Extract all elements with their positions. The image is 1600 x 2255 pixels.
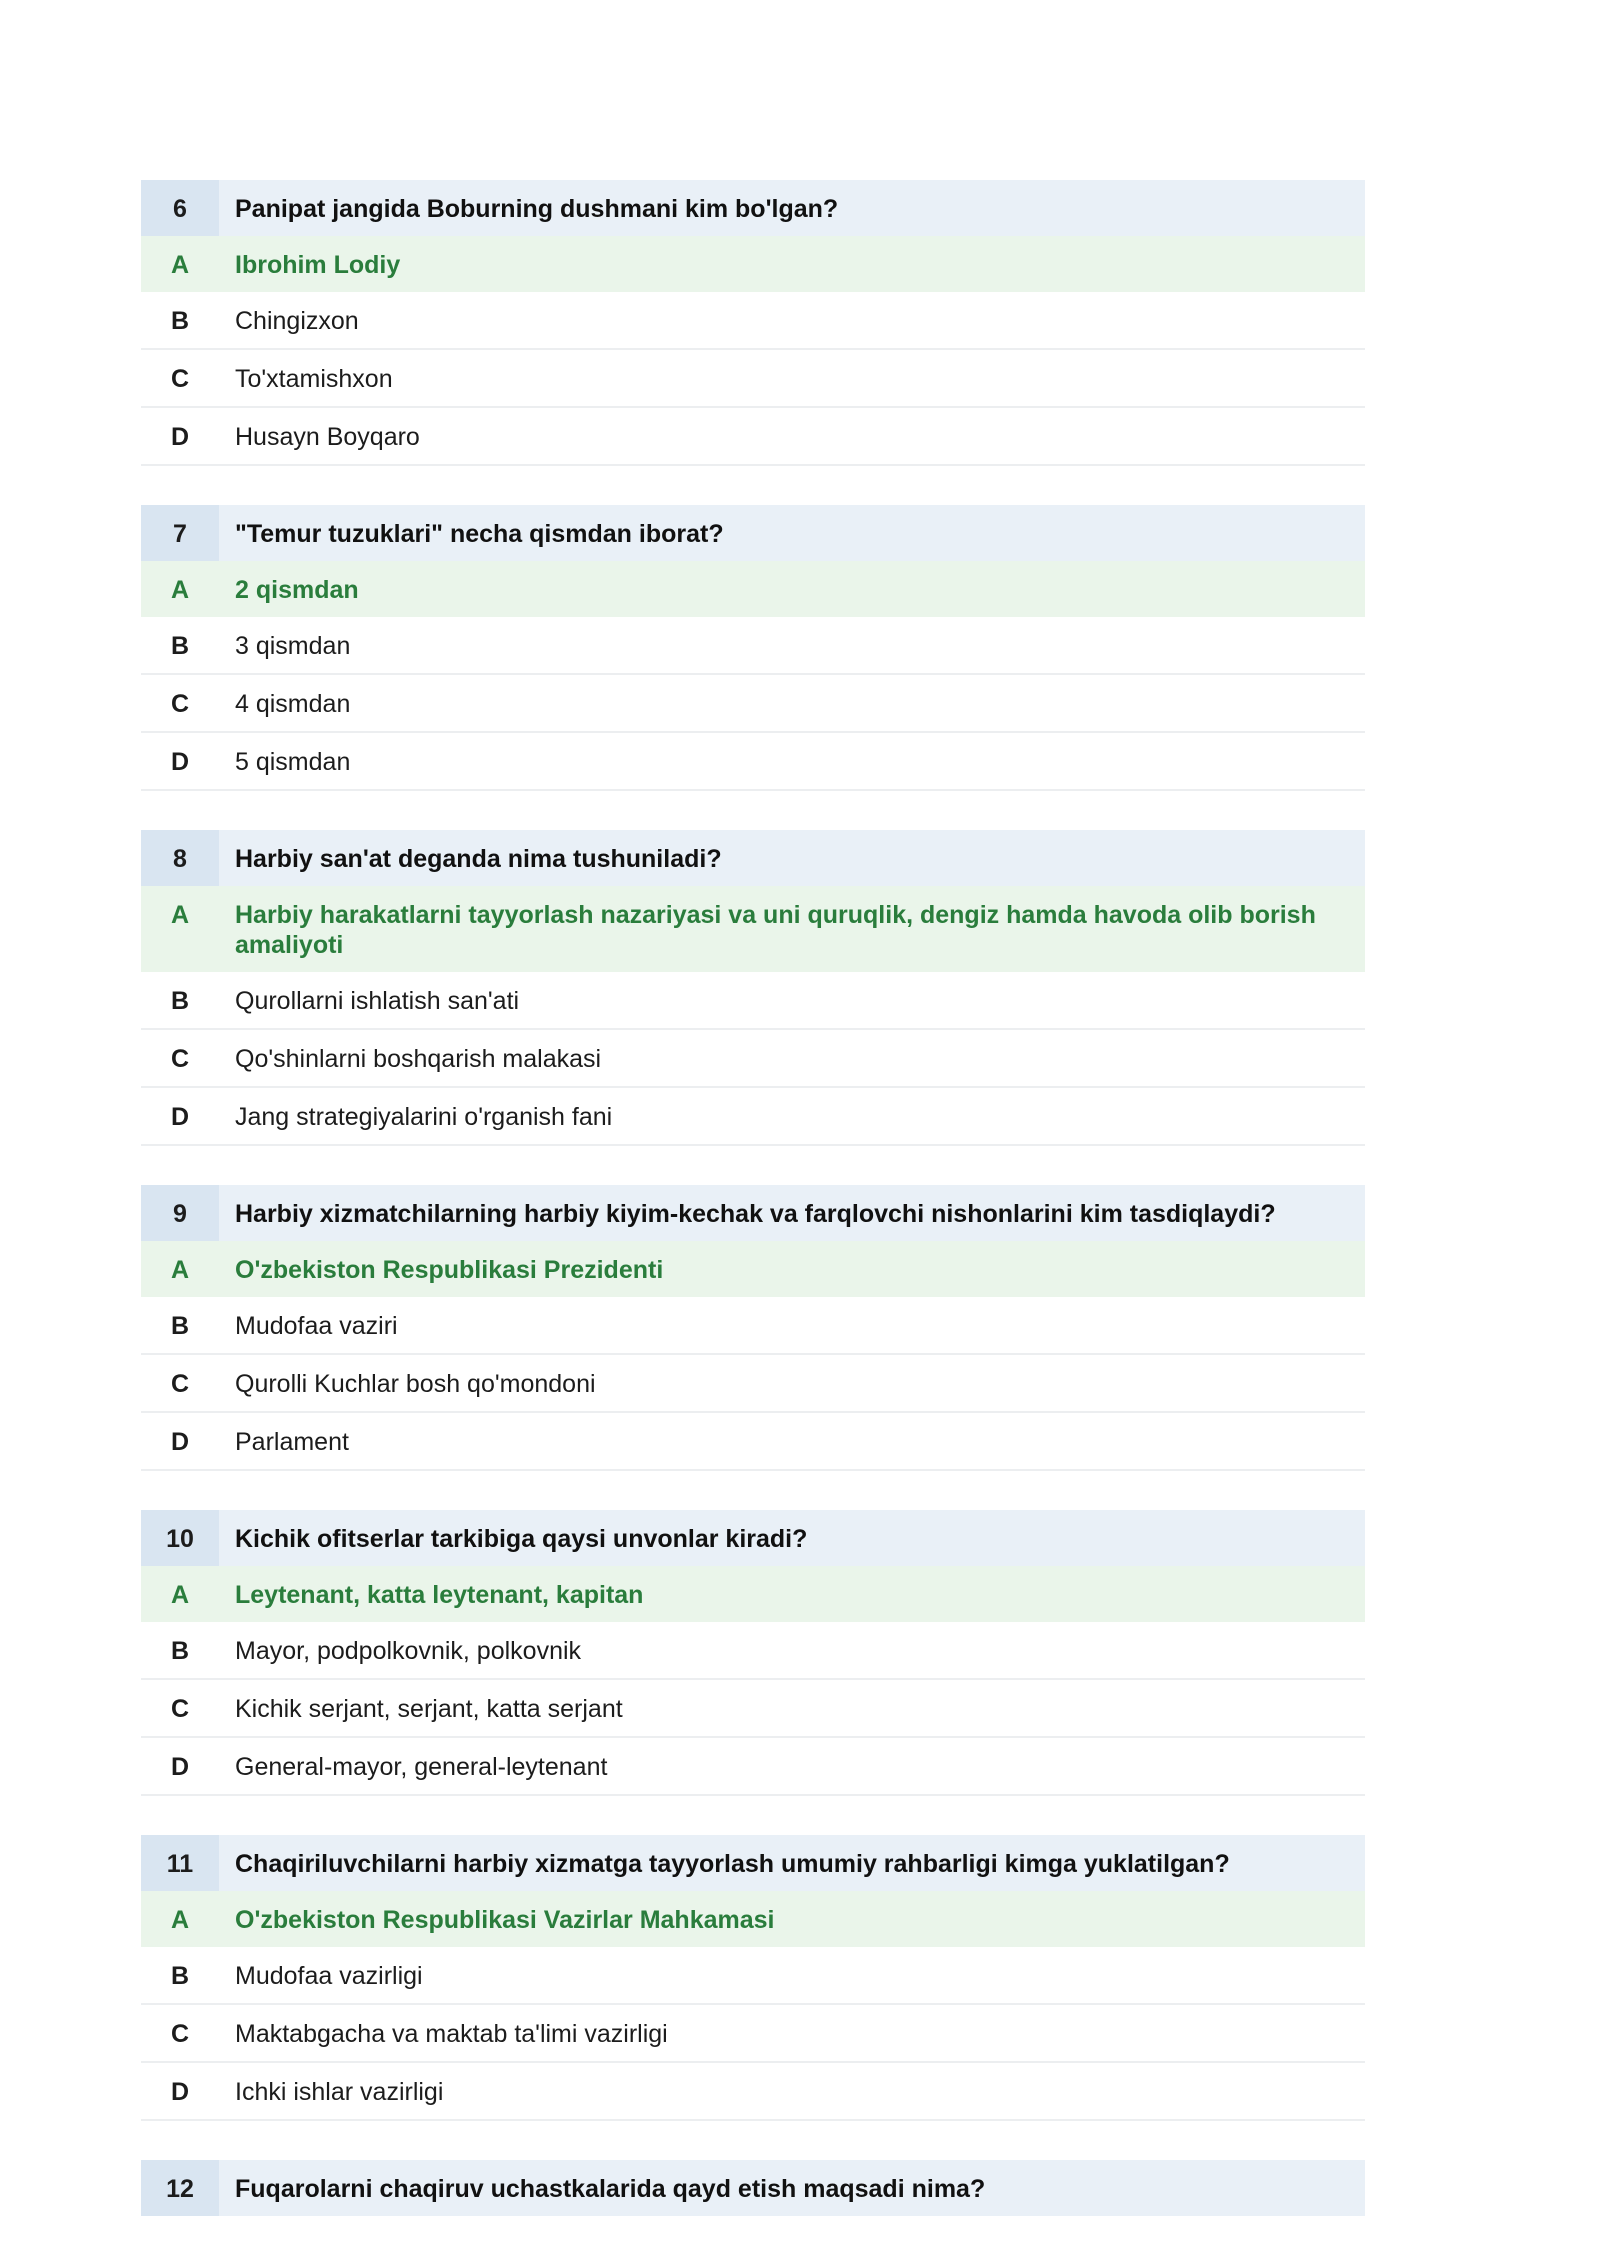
- question-row: [141, 505, 1365, 561]
- option-letter: D: [170, 423, 190, 451]
- option-text: Parlament: [235, 1428, 349, 1456]
- question-text: "Temur tuzuklari" necha qismdan iborat?: [235, 520, 724, 548]
- option-text: Harbiy harakatlarni tayyorlash nazariyasi va uni quruqlik, dengiz hamda havoda olib borish amaliyoti: [235, 901, 1316, 959]
- option-letter: D: [170, 2078, 190, 2106]
- question-number: 11: [141, 1835, 219, 1891]
- option-text: Ichki ishlar vazirligi: [235, 2078, 444, 2106]
- answer-option-correct: [141, 236, 1365, 292]
- answer-option: [141, 2063, 1365, 2121]
- question-number: 6: [141, 180, 219, 236]
- answer-option: [141, 617, 1365, 675]
- option-text: Jang strategiyalarini o'rganish fani: [235, 1103, 613, 1131]
- option-letter: D: [170, 1428, 190, 1456]
- answer-option: [141, 1413, 1365, 1471]
- option-text: O'zbekiston Respublikasi Vazirlar Mahkamasi: [235, 1906, 775, 1934]
- option-text: Husayn Boyqaro: [235, 423, 420, 451]
- option-letter: A: [170, 1581, 190, 1609]
- question-number: 7: [141, 505, 219, 561]
- answer-option-correct: [141, 561, 1365, 617]
- answer-option: [141, 1030, 1365, 1088]
- option-letter: C: [170, 365, 190, 393]
- question-row: [141, 1835, 1365, 1891]
- option-text: Chingizxon: [235, 307, 359, 335]
- answer-option: [141, 1297, 1365, 1355]
- option-letter: C: [170, 1370, 190, 1398]
- question-row: [141, 180, 1365, 236]
- question-block: [141, 505, 1365, 791]
- question-text: Harbiy san'at deganda nima tushuniladi?: [235, 845, 722, 873]
- option-text: Qurollarni ishlatish san'ati: [235, 987, 520, 1015]
- answer-option-correct: [141, 1241, 1365, 1297]
- answer-option: [141, 972, 1365, 1030]
- answer-option: [141, 408, 1365, 466]
- question-text: Chaqiriluvchilarni harbiy xizmatga tayyorlash umumiy rahbarligi kimga yuklatilgan?: [235, 1850, 1230, 1878]
- option-text: To'xtamishxon: [235, 365, 393, 393]
- option-text: Ibrohim Lodiy: [235, 251, 401, 279]
- answer-option: [141, 1947, 1365, 2005]
- option-letter: A: [170, 1906, 190, 1934]
- answer-option: [141, 675, 1365, 733]
- option-letter: C: [170, 2020, 190, 2048]
- option-letter: C: [170, 1695, 190, 1723]
- question-number: 10: [141, 1510, 219, 1566]
- option-letter: A: [170, 251, 190, 279]
- option-letter: B: [170, 1312, 190, 1340]
- answer-option: [141, 1680, 1365, 1738]
- question-block: [141, 830, 1365, 1146]
- option-text: 5 qismdan: [235, 748, 351, 776]
- answer-option: [141, 2005, 1365, 2063]
- option-text: 4 qismdan: [235, 690, 351, 718]
- answer-option: [141, 292, 1365, 350]
- option-text: Mayor, podpolkovnik, polkovnik: [235, 1637, 582, 1665]
- question-number: 9: [141, 1185, 219, 1241]
- option-letter: B: [170, 1637, 190, 1665]
- question-text: Fuqarolarni chaqiruv uchastkalarida qayd etish maqsadi nima?: [235, 2175, 986, 2203]
- option-letter: D: [170, 1753, 190, 1781]
- answer-option: [141, 1622, 1365, 1680]
- option-letter: A: [170, 576, 190, 604]
- question-block: [141, 2160, 1365, 2216]
- option-text: 2 qismdan: [235, 576, 359, 604]
- question-number: 12: [141, 2160, 219, 2216]
- question-block: [141, 1185, 1365, 1471]
- answer-option-correct: [141, 1891, 1365, 1947]
- question-row: [141, 830, 1365, 886]
- question-text: Kichik ofitserlar tarkibiga qaysi unvonlar kiradi?: [235, 1525, 808, 1553]
- question-block: [141, 1510, 1365, 1796]
- option-letter: A: [170, 1256, 190, 1284]
- option-text: 3 qismdan: [235, 632, 351, 660]
- option-text: O'zbekiston Respublikasi Prezidenti: [235, 1256, 664, 1284]
- option-letter: B: [170, 307, 190, 335]
- option-text: Qo'shinlarni boshqarish malakasi: [235, 1045, 602, 1073]
- answer-option: [141, 1355, 1365, 1413]
- answer-option-correct: [141, 886, 1365, 972]
- option-text: General-mayor, general-leytenant: [235, 1753, 608, 1781]
- option-letter: B: [170, 987, 190, 1015]
- option-text: Qurolli Kuchlar bosh qo'mondoni: [235, 1370, 596, 1398]
- question-row: [141, 1185, 1365, 1241]
- option-letter: C: [170, 690, 190, 718]
- option-text: Kichik serjant, serjant, katta serjant: [235, 1695, 623, 1723]
- option-text: Mudofaa vazirligi: [235, 1962, 423, 1990]
- answer-option: [141, 1738, 1365, 1796]
- option-letter: A: [170, 901, 190, 929]
- option-letter: B: [170, 632, 190, 660]
- answer-option: [141, 1088, 1365, 1146]
- question-row: [141, 1510, 1365, 1566]
- option-text: Leytenant, katta leytenant, kapitan: [235, 1581, 644, 1609]
- answer-option: [141, 733, 1365, 791]
- question-block: [141, 1835, 1365, 2121]
- question-row: [141, 2160, 1365, 2216]
- option-letter: D: [170, 748, 190, 776]
- question-block: [141, 180, 1365, 466]
- option-letter: C: [170, 1045, 190, 1073]
- option-letter: B: [170, 1962, 190, 1990]
- option-letter: D: [170, 1103, 190, 1131]
- question-text: Panipat jangida Boburning dushmani kim bo'lgan?: [235, 195, 839, 223]
- option-text: Mudofaa vaziri: [235, 1312, 398, 1340]
- answer-option: [141, 350, 1365, 408]
- question-number: 8: [141, 830, 219, 886]
- answer-option-correct: [141, 1566, 1365, 1622]
- option-text: Maktabgacha va maktab ta'limi vazirligi: [235, 2020, 668, 2048]
- quiz-sheet: [141, 180, 1365, 2255]
- question-text: Harbiy xizmatchilarning harbiy kiyim-kechak va farqlovchi nishonlarini kim tasdiqlaydi?: [235, 1200, 1276, 1228]
